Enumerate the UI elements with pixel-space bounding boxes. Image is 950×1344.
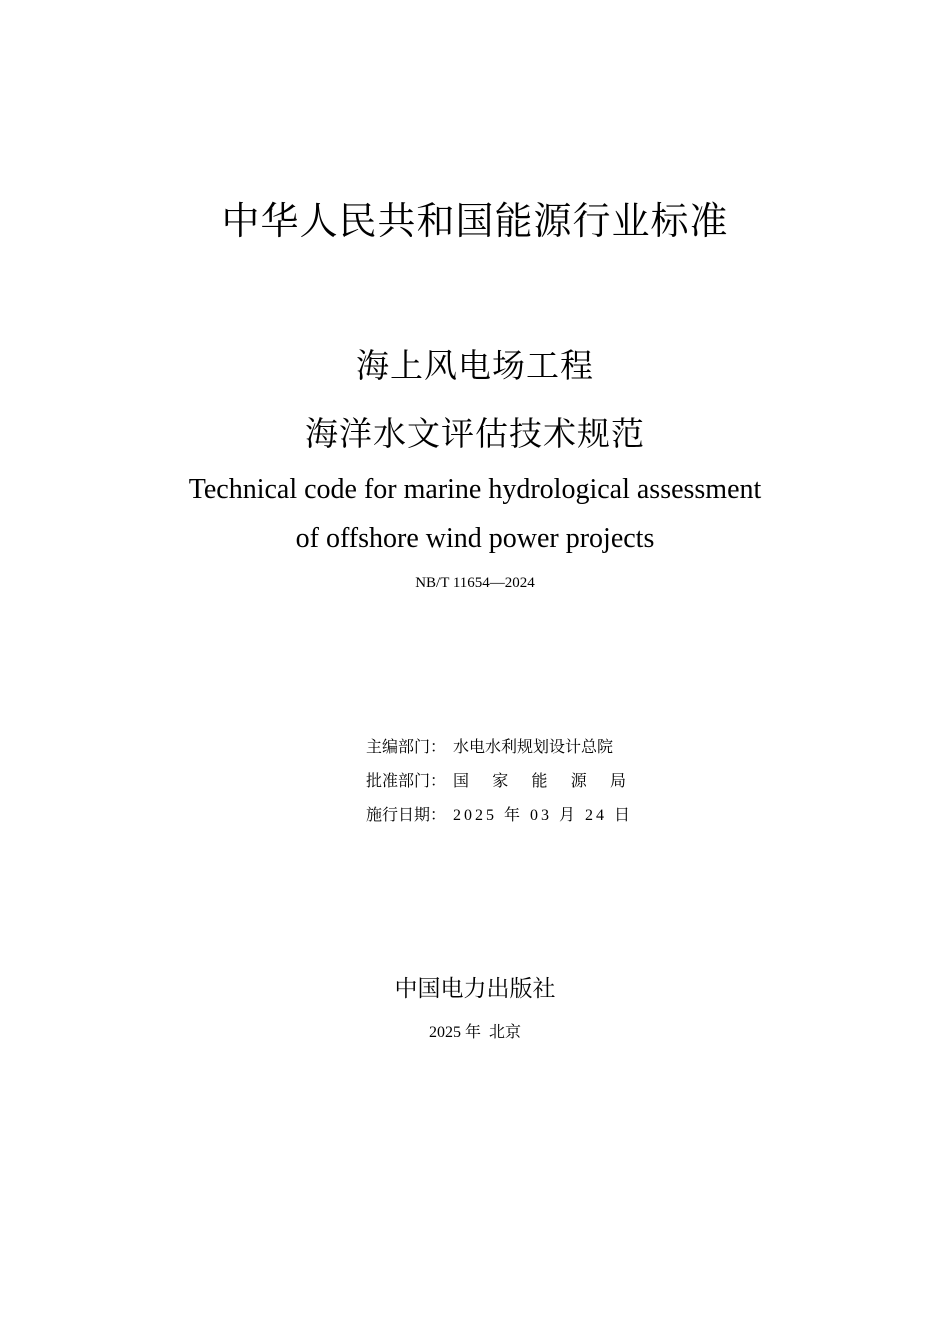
effective-date-value: 2025 年 03 月 24 日	[453, 806, 634, 824]
editor-department-label: 主编部门：	[366, 738, 447, 756]
approving-department-char: 国	[453, 772, 470, 790]
approving-department-char: 源	[570, 772, 587, 790]
approving-department-char: 局	[609, 772, 626, 790]
issuance-info-block	[366, 728, 646, 830]
approving-department-value	[453, 768, 626, 791]
approving-department-row	[366, 762, 646, 796]
approving-department-label: 批准部门：	[366, 772, 447, 790]
chinese-title-line-2: 海洋水文评估技术规范	[305, 414, 645, 453]
editor-department-row	[366, 728, 646, 762]
effective-date-row	[366, 796, 646, 830]
effective-date-label: 施行日期：	[366, 806, 447, 824]
chinese-title-line-1: 海上风电场工程	[356, 346, 594, 385]
publisher-name: 中国电力出版社	[394, 976, 556, 1002]
approving-department-char: 能	[531, 772, 548, 790]
approving-department-char: 家	[492, 772, 509, 790]
editor-department-value: 水电水利规划设计总院	[453, 738, 614, 756]
publish-year-place: 2025 年 北京	[428, 1024, 521, 1041]
english-title-line-2: of offshore wind power projects	[295, 523, 655, 554]
standard-number: NB/T 11654—2024	[415, 575, 535, 591]
english-title-line-1: Technical code for marine hydrological assessment	[188, 474, 762, 505]
standard-category-heading: 中华人民共和国能源行业标准	[221, 199, 729, 243]
